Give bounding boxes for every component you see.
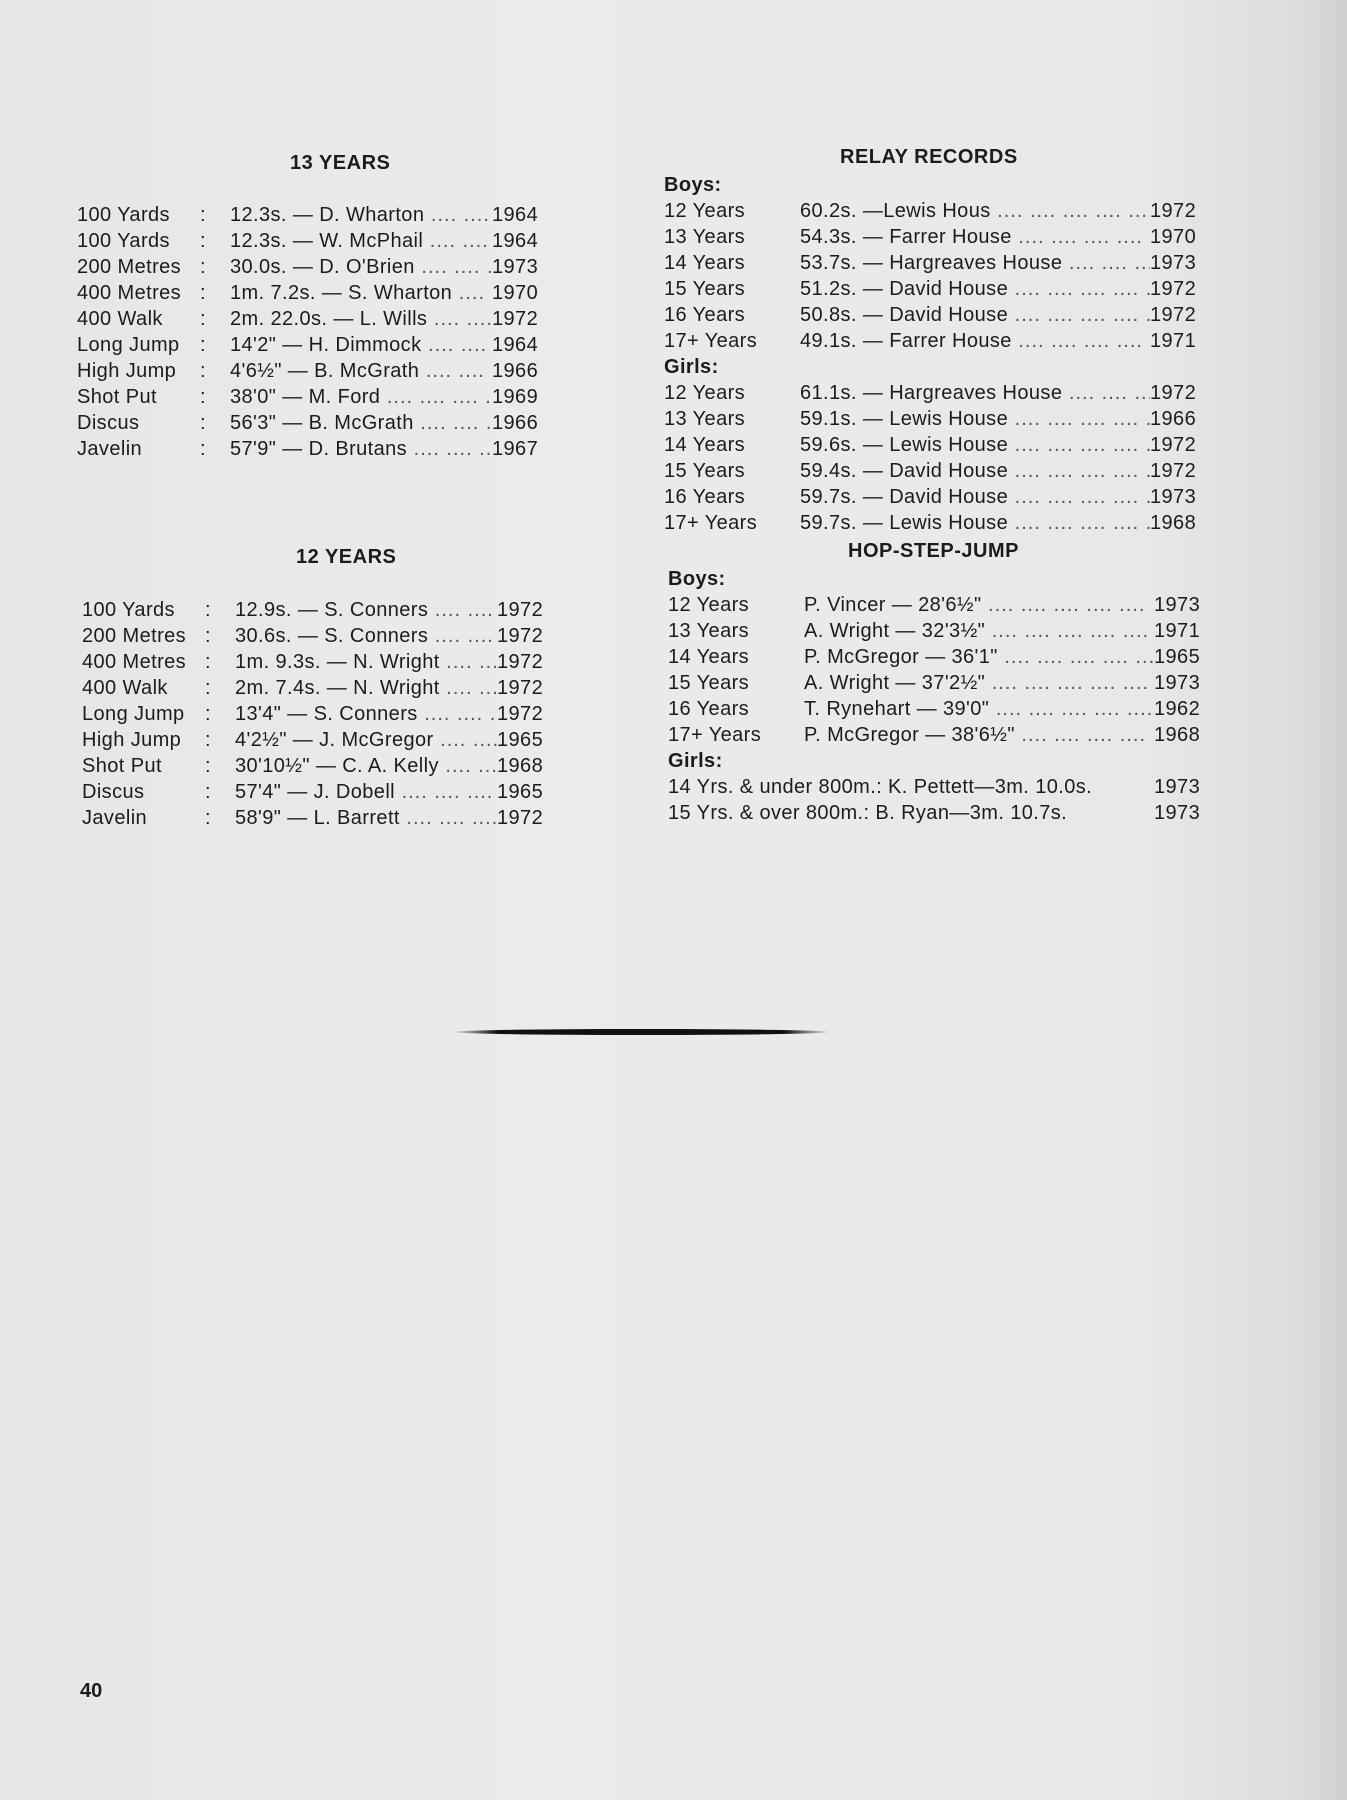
relay-year: 1972 — [1150, 304, 1197, 326]
event-name: Javelin — [82, 807, 148, 829]
section-title-relay-records: RELAY RECORDS — [840, 146, 1018, 168]
record-year: 1964 — [492, 230, 539, 252]
section-title-13-years: 13 YEARS — [290, 152, 391, 174]
age-group: 16 Years — [664, 304, 746, 326]
record-detail: 2m. 7.4s. — N. Wright .... — [235, 677, 497, 700]
colon: : — [205, 729, 211, 751]
hop-year: 1973 — [1154, 594, 1201, 616]
colon: : — [200, 256, 206, 278]
record-row — [82, 651, 557, 677]
record-year: 1972 — [497, 625, 544, 647]
event-name: Discus — [82, 781, 145, 803]
event-name: 100 Yards — [77, 204, 170, 226]
colon: : — [205, 781, 211, 803]
girls-800m-year: 1973 — [1154, 776, 1201, 798]
hop-detail: A. Wright — 37'2½" .... — [804, 672, 1154, 695]
colon: : — [200, 360, 206, 382]
event-name: High Jump — [77, 360, 177, 382]
event-name: 100 Yards — [82, 599, 175, 621]
record-row — [82, 677, 557, 703]
record-year: 1964 — [492, 334, 539, 356]
hop-year: 1968 — [1154, 724, 1201, 746]
hop-row — [668, 620, 1214, 646]
event-name: Long Jump — [77, 334, 180, 356]
page-number: 40 — [80, 1680, 103, 1702]
relay-row — [664, 434, 1210, 460]
hop-detail: T. Rynehart — 39'0" .... — [804, 698, 1154, 721]
relay-detail: 61.1s. — Hargreaves House .... — [800, 382, 1150, 405]
hop-detail: P. McGregor — 36'1" .... — [804, 646, 1154, 669]
colon: : — [205, 703, 211, 725]
relay-year: 1966 — [1150, 408, 1197, 430]
relay-row — [664, 278, 1210, 304]
age-group: 13 Years — [664, 408, 746, 430]
hop-year: 1973 — [1154, 672, 1201, 694]
record-year: 1967 — [492, 438, 539, 460]
record-row — [82, 807, 557, 833]
record-detail: 30.0s. — D. O'Brien .... — [230, 256, 492, 279]
group-label-girls: Girls: — [664, 356, 719, 378]
record-year: 1966 — [492, 412, 539, 434]
record-year: 1973 — [492, 256, 539, 278]
age-group: 16 Years — [668, 698, 750, 720]
record-row — [82, 729, 557, 755]
record-detail: 57'4" — J. Dobell .... — [235, 781, 497, 804]
divider-rule — [452, 1029, 830, 1035]
record-year: 1972 — [497, 807, 544, 829]
age-group: 15 Years — [664, 278, 746, 300]
event-name: Long Jump — [82, 703, 185, 725]
age-group: 15 Years — [664, 460, 746, 482]
record-row — [77, 386, 552, 412]
record-row — [82, 625, 557, 651]
colon: : — [200, 204, 206, 226]
record-year: 1972 — [497, 677, 544, 699]
hop-row — [668, 594, 1214, 620]
relay-row — [664, 382, 1210, 408]
relay-year: 1968 — [1150, 512, 1197, 534]
relay-detail: 49.1s. — Farrer House .... — [800, 330, 1150, 353]
relay-detail: 51.2s. — David House .... — [800, 278, 1150, 301]
colon: : — [200, 412, 206, 434]
section-title-hop-step-jump: HOP-STEP-JUMP — [848, 540, 1019, 562]
event-name: 400 Walk — [82, 677, 168, 699]
record-row — [77, 360, 552, 386]
relay-detail: 59.1s. — Lewis House .... — [800, 408, 1150, 431]
relay-records — [664, 174, 1210, 538]
hop-detail: A. Wright — 32'3½" .... — [804, 620, 1154, 643]
colon: : — [205, 807, 211, 829]
record-detail: 4'6½" — B. McGrath .... — [230, 360, 492, 383]
colon: : — [200, 386, 206, 408]
relay-year: 1972 — [1150, 200, 1197, 222]
relay-detail: 50.8s. — David House .... — [800, 304, 1150, 327]
record-detail: 12.3s. — D. Wharton .... — [230, 204, 492, 227]
age-group: 16 Years — [664, 486, 746, 508]
relay-detail: 53.7s. — Hargreaves House .... — [800, 252, 1150, 275]
record-detail: 30'10½" — C. A. Kelly .... — [235, 755, 497, 778]
relay-year: 1973 — [1150, 252, 1197, 274]
record-row — [77, 282, 552, 308]
age-group: 17+ Years — [664, 512, 758, 534]
relay-row — [664, 252, 1210, 278]
event-name: Shot Put — [82, 755, 162, 777]
relay-year: 1972 — [1150, 460, 1197, 482]
record-year: 1965 — [497, 781, 544, 803]
relay-row — [664, 460, 1210, 486]
group-label-boys: Boys: — [668, 568, 726, 590]
record-year: 1970 — [492, 282, 539, 304]
record-detail: 38'0" — M. Ford .... — [230, 386, 492, 409]
records-12-years — [82, 599, 557, 833]
age-group: 14 Years — [668, 646, 750, 668]
age-group: 13 Years — [668, 620, 750, 642]
age-group: 14 Years — [664, 252, 746, 274]
record-detail: 57'9" — D. Brutans .... — [230, 438, 492, 461]
age-group: 17+ Years — [664, 330, 758, 352]
record-detail: 2m. 22.0s. — L. Wills .... — [230, 308, 492, 331]
relay-year: 1972 — [1150, 434, 1197, 456]
hop-row — [668, 698, 1214, 724]
age-group: 15 Years — [668, 672, 750, 694]
age-group: 17+ Years — [668, 724, 762, 746]
relay-year: 1971 — [1150, 330, 1197, 352]
record-row — [82, 703, 557, 729]
relay-detail: 59.7s. — Lewis House .... — [800, 512, 1150, 535]
record-row — [82, 599, 557, 625]
colon: : — [200, 230, 206, 252]
colon: : — [200, 282, 206, 304]
hop-year: 1962 — [1154, 698, 1201, 720]
girls-800m-detail: 15 Yrs. & over 800m.: B. Ryan—3m. 10.7s. — [668, 802, 1068, 824]
relay-year: 1973 — [1150, 486, 1197, 508]
relay-detail: 59.6s. — Lewis House .... — [800, 434, 1150, 457]
record-row — [77, 308, 552, 334]
colon: : — [205, 651, 211, 673]
record-detail: 30.6s. — S. Conners .... — [235, 625, 497, 648]
record-year: 1968 — [497, 755, 544, 777]
records-13-years — [77, 204, 552, 464]
relay-detail: 59.4s. — David House .... — [800, 460, 1150, 483]
relay-row — [664, 200, 1210, 226]
age-group: 14 Years — [664, 434, 746, 456]
record-row — [77, 334, 552, 360]
event-name: 400 Metres — [77, 282, 182, 304]
record-year: 1972 — [492, 308, 539, 330]
event-name: 200 Metres — [82, 625, 187, 647]
event-name: Discus — [77, 412, 140, 434]
record-detail: 1m. 9.3s. — N. Wright .... — [235, 651, 497, 674]
record-row — [77, 438, 552, 464]
relay-year: 1972 — [1150, 382, 1197, 404]
colon: : — [205, 599, 211, 621]
event-name: 400 Metres — [82, 651, 187, 673]
event-name: 100 Yards — [77, 230, 170, 252]
record-year: 1972 — [497, 703, 544, 725]
age-group: 12 Years — [664, 200, 746, 222]
relay-row — [664, 486, 1210, 512]
age-group: 12 Years — [664, 382, 746, 404]
age-group: 13 Years — [664, 226, 746, 248]
relay-row — [664, 330, 1210, 356]
record-detail: 12.3s. — W. McPhail .... — [230, 230, 492, 253]
hop-row — [668, 672, 1214, 698]
record-row — [82, 755, 557, 781]
record-detail: 12.9s. — S. Conners .... — [235, 599, 497, 622]
girls-800m-detail: 14 Yrs. & under 800m.: K. Pettett—3m. 10.0s. — [668, 776, 1093, 798]
hop-year: 1971 — [1154, 620, 1201, 642]
event-name: Javelin — [77, 438, 143, 460]
colon: : — [200, 438, 206, 460]
colon: : — [200, 308, 206, 330]
colon: : — [205, 755, 211, 777]
group-label-boys: Boys: — [664, 174, 722, 196]
record-detail: 1m. 7.2s. — S. Wharton .... — [230, 282, 492, 305]
record-year: 1972 — [497, 599, 544, 621]
event-name: Shot Put — [77, 386, 157, 408]
girls-800m-row — [668, 776, 1214, 802]
relay-year: 1970 — [1150, 226, 1197, 248]
relay-row — [664, 408, 1210, 434]
relay-year: 1972 — [1150, 278, 1197, 300]
relay-row — [664, 304, 1210, 330]
record-row — [77, 256, 552, 282]
hop-detail: P. McGregor — 38'6½" .... — [804, 724, 1154, 747]
record-year: 1966 — [492, 360, 539, 382]
hop-year: 1965 — [1154, 646, 1201, 668]
colon: : — [205, 677, 211, 699]
record-row — [77, 412, 552, 438]
hop-step-jump-records — [668, 568, 1214, 828]
hop-row — [668, 724, 1214, 750]
girls-800m-year: 1973 — [1154, 802, 1201, 824]
relay-row — [664, 512, 1210, 538]
event-name: 200 Metres — [77, 256, 182, 278]
record-row — [82, 781, 557, 807]
record-row — [77, 230, 552, 256]
record-detail: 13'4" — S. Conners .... — [235, 703, 497, 726]
hop-detail: P. Vincer — 28'6½" .... — [804, 594, 1154, 617]
relay-detail: 54.3s. — Farrer House .... — [800, 226, 1150, 249]
colon: : — [200, 334, 206, 356]
section-title-12-years: 12 YEARS — [296, 546, 397, 568]
colon: : — [205, 625, 211, 647]
record-detail: 58'9" — L. Barrett .... — [235, 807, 497, 830]
hop-row — [668, 646, 1214, 672]
record-year: 1969 — [492, 386, 539, 408]
event-name: 400 Walk — [77, 308, 163, 330]
group-label-girls: Girls: — [668, 750, 723, 772]
event-name: High Jump — [82, 729, 182, 751]
record-detail: 56'3" — B. McGrath .... — [230, 412, 492, 435]
record-detail: 4'2½" — J. McGregor .... — [235, 729, 497, 752]
girls-800m-row — [668, 802, 1214, 828]
record-row — [77, 204, 552, 230]
relay-detail: 59.7s. — David House .... — [800, 486, 1150, 509]
record-year: 1965 — [497, 729, 544, 751]
record-year: 1964 — [492, 204, 539, 226]
record-year: 1972 — [497, 651, 544, 673]
age-group: 12 Years — [668, 594, 750, 616]
relay-detail: 60.2s. —Lewis Hous .... — [800, 200, 1150, 223]
record-detail: 14'2" — H. Dimmock .... — [230, 334, 492, 357]
relay-row — [664, 226, 1210, 252]
